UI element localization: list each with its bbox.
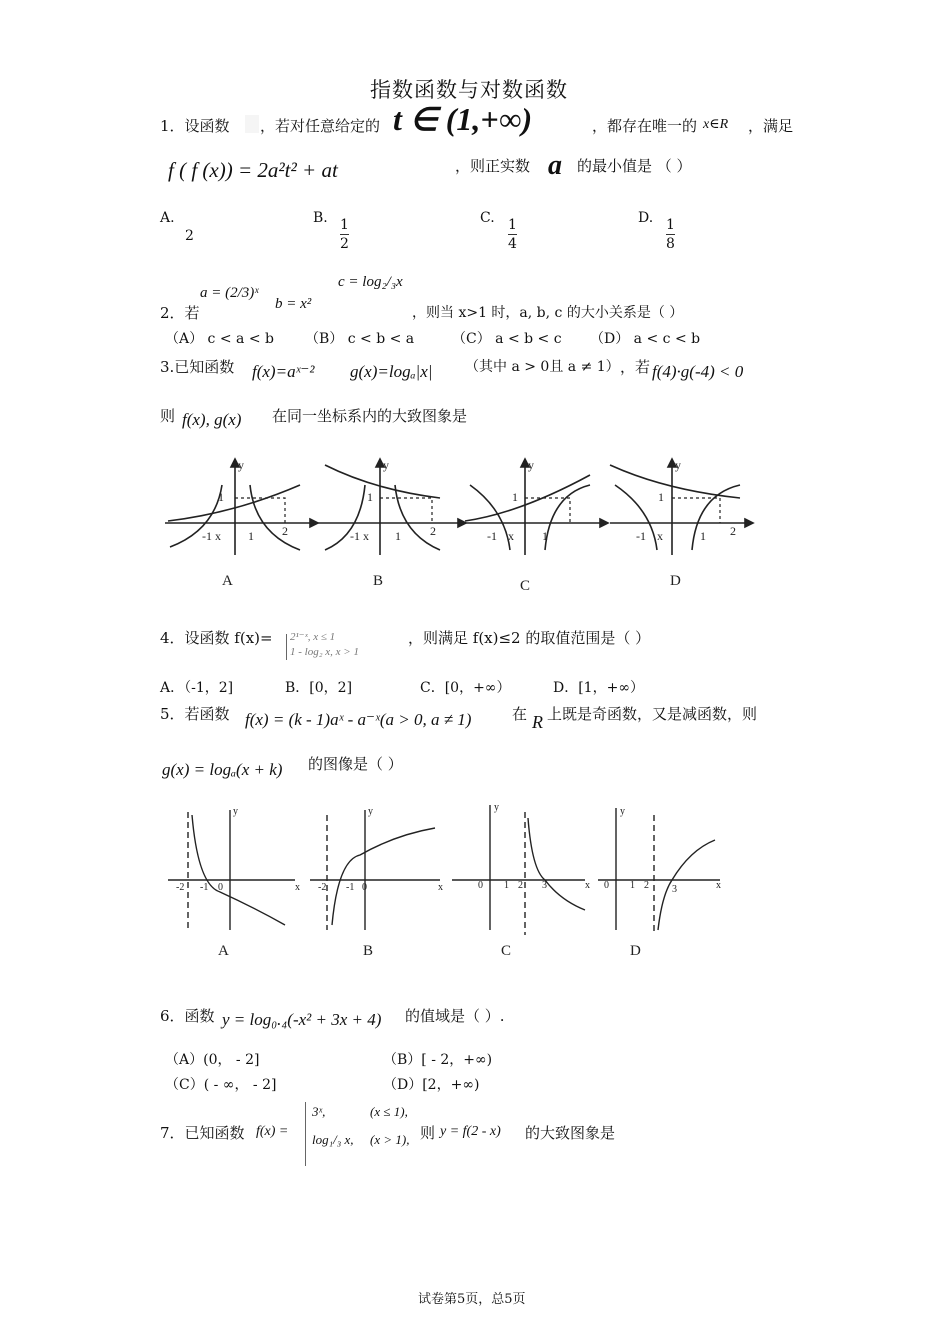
svg-text:-1: -1	[636, 529, 646, 543]
q1-option-c: C. 1 4	[480, 210, 517, 252]
q5-f-expr: f(x) = (k - 1)aˣ - a⁻ˣ(a > 0, a ≠ 1)	[245, 710, 472, 729]
svg-text:2: 2	[730, 524, 736, 538]
q6-option-a: （A）(0， - 2]	[165, 1052, 260, 1068]
q5-line2-suffix: 的图像是（ ）	[308, 755, 403, 773]
q5-g-expr: g(x) = logₐ(x + k)	[162, 760, 283, 779]
svg-text:1: 1	[542, 529, 548, 543]
q7-suffix: 的大致图象是	[525, 1124, 616, 1142]
q3-graph-b	[315, 459, 466, 555]
svg-text:2: 2	[430, 524, 436, 538]
q7-brace	[305, 1102, 306, 1166]
svg-text:2: 2	[644, 880, 649, 891]
q5-graph-a	[168, 810, 295, 930]
svg-text:1: 1	[700, 529, 706, 543]
page-title: 指数函数与对数函数	[370, 78, 568, 102]
q7-case1-cond: (x ≤ 1),	[370, 1104, 408, 1119]
q5-graphs	[160, 800, 730, 970]
svg-text:y: y	[383, 458, 389, 472]
q4-option-b: B．[0，2]	[285, 680, 353, 696]
q1-suffix: ，都存在唯一的	[592, 117, 698, 135]
svg-text:y: y	[233, 806, 238, 817]
q3-g-expr: g(x)=logₐ|x|	[350, 362, 433, 381]
svg-text:x: x	[438, 882, 443, 893]
q1-prefix: 1．设函数	[160, 117, 230, 135]
q3-f-expr: f(x)=aˣ⁻²	[252, 362, 315, 381]
q4-case1: 2¹⁻ˣ, x ≤ 1	[290, 631, 336, 643]
q6-option-d: （D）[2，+∞)	[383, 1077, 480, 1093]
svg-text:x: x	[295, 882, 300, 893]
q5-in: 在	[512, 705, 528, 723]
q2-c-expr: c = log₂/₃x	[338, 274, 403, 290]
svg-text:x: x	[363, 529, 369, 543]
svg-text:y: y	[494, 802, 499, 813]
svg-text:0: 0	[478, 880, 483, 891]
svg-text:y: y	[238, 458, 244, 472]
svg-text:3: 3	[672, 884, 677, 895]
q1-option-b: B. 1 2	[313, 210, 349, 252]
q5-label-b: B	[363, 943, 374, 959]
q2-option-c: （C） a < b < c	[452, 331, 562, 347]
svg-text:-2: -2	[176, 882, 185, 893]
svg-text:x: x	[508, 529, 514, 543]
q3-graph-a	[165, 459, 318, 555]
q6-suffix: 的值域是（ ）.	[405, 1007, 505, 1025]
q2-suffix: ，则当 x>1 时，a, b, c 的大小关系是（ ）	[412, 305, 684, 321]
q3-label-c: C	[520, 578, 531, 594]
q2-a-expr: a = (2/3)ˣ	[200, 285, 259, 301]
q5-prefix: 5．若函数	[160, 705, 230, 723]
q7-case2-expr: log₁/₃ x,	[312, 1132, 354, 1147]
q3-if: ，若	[620, 358, 651, 376]
q3-graph-d	[610, 459, 753, 555]
q7-suffix-expr: y = f(2 - x)	[440, 1124, 501, 1139]
svg-text:1: 1	[512, 490, 518, 504]
q2-option-a: （A） c < a < b	[165, 331, 274, 347]
svg-text:y: y	[675, 458, 681, 472]
svg-text:2: 2	[518, 880, 523, 891]
svg-text:-1: -1	[350, 529, 360, 543]
svg-text:x: x	[657, 529, 663, 543]
q5-label-c: C	[501, 943, 512, 959]
q5-r: R	[532, 712, 543, 732]
q4-option-a: A．（-1，2]	[160, 680, 234, 696]
q4-suffix: ，则满足 f(x)≤2 的取值范围是（ ）	[408, 629, 651, 647]
q5-graph-c	[452, 805, 585, 935]
q3-label-d: D	[670, 573, 681, 589]
q1-a-var: a	[548, 150, 562, 181]
q4-option-d: D．[1，+∞）	[553, 680, 644, 696]
svg-text:-1: -1	[200, 882, 209, 893]
q5-label-d: D	[630, 943, 641, 959]
page-footer: 试卷第5页，总5页	[418, 1292, 526, 1307]
q1-mid: ，若对任意给定的	[260, 117, 381, 135]
q4-option-c: C．[0，+∞）	[420, 680, 511, 696]
svg-text:x: x	[215, 529, 221, 543]
svg-text:-1: -1	[487, 529, 497, 543]
q3-label-b: B	[373, 573, 384, 589]
q3-label-a: A	[222, 573, 233, 589]
q4-prefix: 4．设函数 f(x)=	[160, 629, 273, 647]
svg-text:1: 1	[630, 880, 635, 891]
svg-text:x: x	[716, 880, 721, 891]
svg-text:1: 1	[395, 529, 401, 543]
svg-text:0: 0	[218, 882, 223, 893]
svg-text:1: 1	[248, 529, 254, 543]
q6-option-b: （B）[ - 2，+∞)	[383, 1052, 493, 1068]
svg-text:0: 0	[604, 880, 609, 891]
q1-option-a: A. 2	[160, 210, 194, 244]
q6-prefix: 6．函数	[160, 1007, 215, 1025]
q1-line2-mid: ，则正实数	[455, 157, 531, 175]
q3-prefix: 3.已知函数	[160, 358, 235, 376]
q3-graphs	[160, 455, 760, 600]
q2-b-expr: b = x²	[275, 296, 312, 312]
q3-graph-c	[462, 459, 608, 555]
svg-text:1: 1	[218, 490, 224, 504]
q1-xr: x∈R	[703, 117, 729, 132]
q5-graph-d	[598, 808, 720, 935]
q2-prefix: 2．若	[160, 304, 200, 322]
q1-f-expr: f ( f (x)) = 2a²t² + at	[168, 158, 338, 182]
svg-text:-2: -2	[318, 882, 327, 893]
svg-text:y: y	[528, 458, 534, 472]
q2-option-d: （D） a < c < b	[590, 331, 701, 347]
q3-line2-expr: f(x), g(x)	[182, 410, 242, 429]
q1-line2-end: 的最小值是 （ ）	[577, 157, 692, 175]
q5-label-a: A	[218, 943, 229, 959]
q1-end: ，满足	[748, 117, 794, 135]
q1-t-expr: t ∈ (1,+∞)	[393, 101, 533, 137]
q4-case2: 1 - log₂ x, x > 1	[290, 646, 359, 658]
q7-prefix: 7．已知函数	[160, 1124, 245, 1142]
q3-ineq: f(4)·g(-4) < 0	[652, 362, 744, 381]
q6-expr: y = log₀.₄(-x² + 3x + 4)	[222, 1010, 382, 1029]
svg-text:3: 3	[542, 880, 547, 891]
svg-text:2: 2	[282, 524, 288, 538]
q4-brace	[286, 634, 287, 660]
svg-text:1: 1	[367, 490, 373, 504]
q6-option-c: （C）( - ∞， - 2]	[165, 1077, 277, 1093]
q3-line2-prefix: 则	[160, 407, 176, 425]
svg-text:0: 0	[362, 882, 367, 893]
q3-line2-suffix: 在同一坐标系内的大致图象是	[272, 407, 468, 425]
q1-option-d: D. 1 8	[638, 210, 675, 252]
q7-suffix-pre: 则	[420, 1124, 436, 1142]
svg-text:y: y	[368, 806, 373, 817]
q5-graph-b	[310, 810, 440, 930]
q5-suffix: 上既是奇函数，又是减函数，则	[547, 705, 758, 723]
svg-text:1: 1	[504, 880, 509, 891]
q7-case2-cond: (x > 1),	[370, 1132, 410, 1147]
svg-text:-1: -1	[346, 882, 355, 893]
q3-cond: （其中 a > 0且 a ≠ 1）	[465, 359, 620, 375]
svg-text:1: 1	[658, 490, 664, 504]
q7-f-lhs: f(x) =	[256, 1124, 289, 1139]
q7-case1-expr: 3ˣ,	[312, 1104, 326, 1119]
q1-image-placeholder	[245, 115, 259, 133]
svg-text:x: x	[585, 880, 590, 891]
svg-text:y: y	[620, 806, 625, 817]
q2-option-b: （B） c < b < a	[305, 331, 415, 347]
svg-text:-1: -1	[202, 529, 212, 543]
